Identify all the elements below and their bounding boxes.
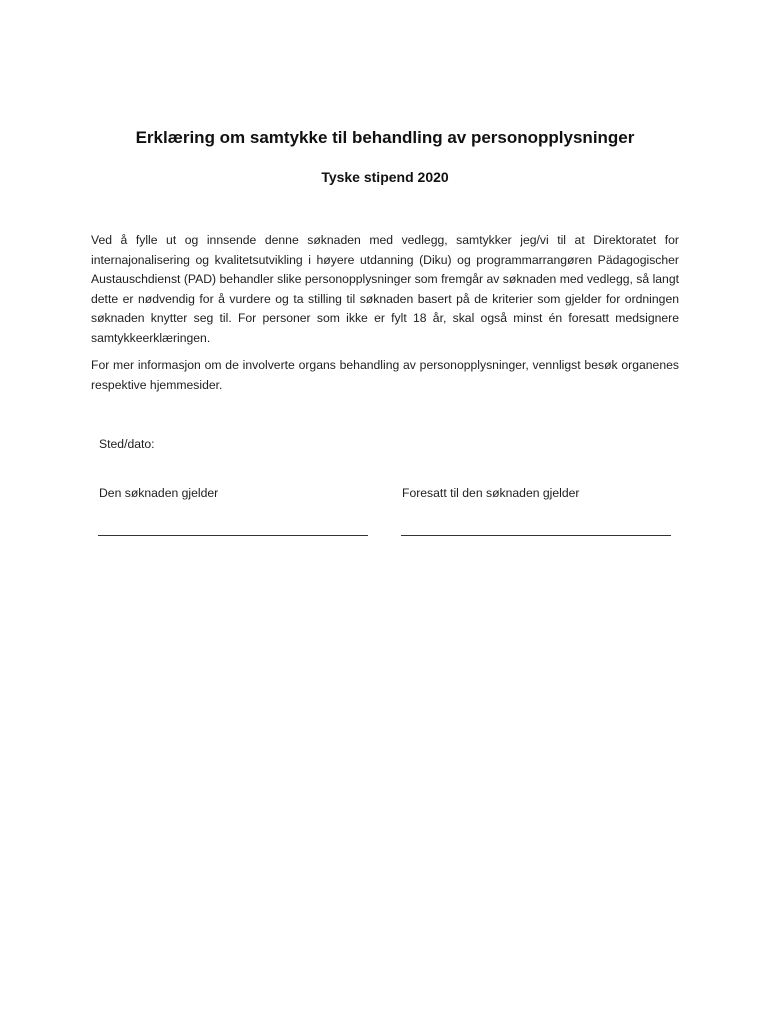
applicant-signature-line: [98, 535, 368, 536]
guardian-signature-line: [401, 535, 671, 536]
consent-paragraph: Ved å fylle ut og innsende denne søknaden med vedlegg, samtykker jeg/vi til at Direktoratet for internajonalisering og kvalitetsutvikling i høyere utdanning (Diku) og programmarrangøren Pädagogischer Austauschdienst (PAD) behandler slike personopplysninger som fremgår av søknaden med vedlegg, så langt dette er nødvendig for å vurdere og ta stilling til søknaden basert på de kriterier som gjelder for ordningen søknaden knytter seg til. For personer som ikke er fylt 18 år, skal også minst én foresatt medsignere samtykkeerklæringen.: [91, 233, 679, 345]
applicant-label: Den søknaden gjelder: [99, 486, 219, 500]
guardian-label: Foresatt til den søknaden gjelder: [402, 486, 580, 500]
place-date-label: Sted/dato:: [99, 437, 155, 451]
info-paragraph: For mer informasjon om de involverte organs behandling av personopplysninger, vennligst besøk organenes respektive hjemmesider.: [91, 358, 679, 392]
document-title: Erklæring om samtykke til behandling av personopplysninger: [135, 128, 635, 147]
document-subtitle: Tyske stipend 2020: [321, 169, 449, 185]
